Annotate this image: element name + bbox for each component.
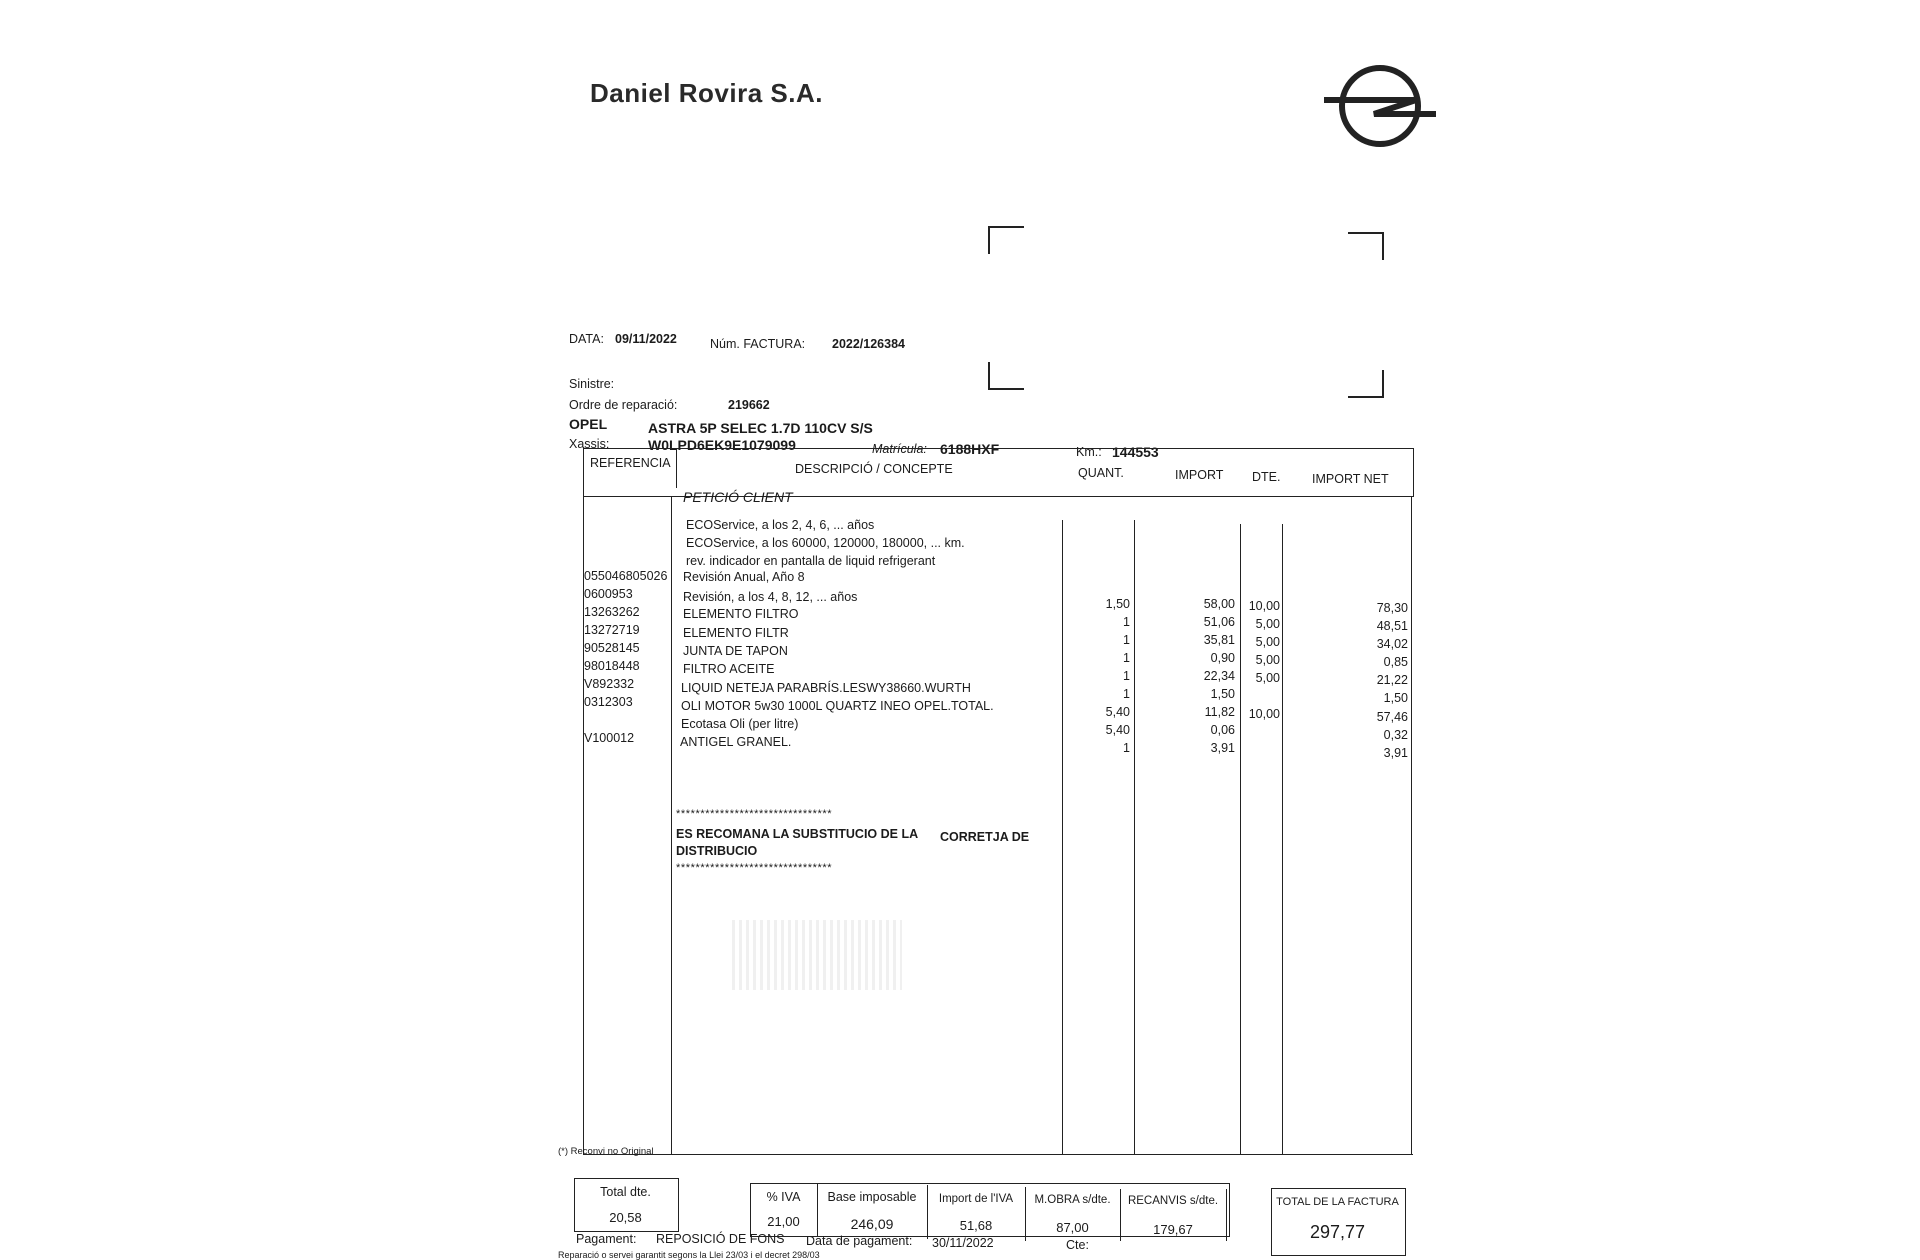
item-net: 57,46 [1376, 710, 1408, 724]
item-net: 21,22 [1376, 673, 1408, 687]
parts-value: 179,67 [1153, 1222, 1193, 1237]
item-desc: Revisión, a los 4, 8, 12, ... años [683, 590, 858, 604]
item-desc: FILTRO ACEITE [683, 662, 775, 676]
invoice-number-value: 2022/126384 [832, 337, 905, 351]
payment-date-label: Data de pagament: [806, 1234, 913, 1248]
table-bottom-border [583, 1154, 1413, 1155]
col-header-import: IMPORT [1175, 468, 1224, 482]
address-window-corner [988, 362, 1024, 390]
item-ref: V892332 [584, 677, 635, 691]
item-net: 34,02 [1376, 637, 1408, 651]
item-ref: 055046805026 [584, 569, 668, 583]
item-qty: 5,40 [1105, 705, 1130, 719]
item-desc: LIQUID NETEJA PARABRÍS.LESWY38660.WURTH [681, 681, 971, 695]
item-ref: 0312303 [584, 695, 633, 709]
item-dte: 5,00 [1255, 653, 1280, 667]
item-dte: 10,00 [1248, 707, 1280, 721]
total-discount-label: Total dte. [600, 1185, 651, 1199]
repair-order-value: 219662 [728, 398, 770, 412]
opel-logo-icon [1320, 56, 1440, 156]
section-title: PETICIÓ CLIENT [683, 489, 793, 505]
note-line: rev. indicador en pantalla de liquid refrigerant [686, 554, 936, 568]
item-import: 22,34 [1203, 669, 1235, 683]
taxable-base-label: Base imposable [827, 1190, 917, 1204]
invoice-page [540, 20, 1420, 1260]
sinistre-label: Sinistre: [569, 377, 615, 391]
item-dte: 5,00 [1255, 671, 1280, 685]
legal-text: Reparació o servei garantit segons la Llei 23/03 i el decret 298/03 [558, 1250, 820, 1260]
note-line: ECOService, a los 2, 4, 6, ... años [686, 518, 875, 532]
plate-label: Matrícula: [872, 442, 927, 456]
address-window-corner [1348, 232, 1384, 260]
item-ref: 13263262 [584, 605, 640, 619]
separator-stars: ******************************** [676, 808, 833, 820]
labour-label: M.OBRA s/dte. [1034, 1194, 1111, 1206]
labour-value: 87,00 [1056, 1220, 1089, 1235]
item-import: 35,81 [1203, 633, 1235, 647]
iva-amount-value: 51,68 [959, 1218, 993, 1233]
column-divider [676, 448, 677, 488]
payment-method: REPOSICIÓ DE FONS [656, 1232, 785, 1246]
item-net: 3,91 [1383, 746, 1408, 760]
recommendation-text: CORRETJA DE [940, 830, 1030, 844]
taxable-base-value: 246,09 [850, 1216, 894, 1232]
date-value: 09/11/2022 [615, 332, 677, 346]
payment-label: Pagament: [576, 1232, 637, 1246]
item-net: 0,85 [1383, 655, 1408, 669]
item-qty: 1 [1123, 633, 1130, 647]
km-value: 144553 [1112, 444, 1159, 460]
note-line: ECOService, a los 60000, 120000, 180000, ... km. [686, 536, 965, 550]
item-dte: 10,00 [1248, 599, 1280, 613]
invoice-total-value: 297,77 [1309, 1222, 1366, 1242]
chassis-label: Xassis: [569, 437, 610, 451]
col-header-import-net: IMPORT NET [1312, 472, 1389, 486]
item-ref: 13272719 [584, 623, 640, 637]
vehicle-model: ASTRA 5P SELEC 1.7D 110CV S/S [648, 420, 873, 436]
separator-stars: ******************************** [676, 862, 833, 874]
recommendation-text: DISTRIBUCIO [676, 844, 758, 858]
item-import: 0,90 [1210, 651, 1235, 665]
item-desc: Ecotasa Oli (per litre) [681, 717, 799, 731]
address-window-corner [1348, 370, 1384, 398]
item-qty: 5,40 [1105, 723, 1130, 737]
company-name: Daniel Rovira S.A. [590, 78, 823, 108]
plate-value: 6188HXF [940, 441, 1000, 457]
col-header-quant: QUANT. [1078, 466, 1124, 480]
item-net: 48,51 [1376, 619, 1408, 633]
item-net: 78,30 [1376, 601, 1408, 615]
col-header-dte: DTE. [1252, 470, 1281, 484]
footnote: (*) Reconvi no Original [558, 1146, 654, 1157]
item-import: 0,06 [1210, 723, 1235, 737]
col-header-referencia: REFERENCIA [590, 456, 671, 470]
total-discount-value: 20,58 [609, 1210, 642, 1225]
payment-date-value: 30/11/2022 [932, 1236, 994, 1250]
item-qty: 1 [1123, 651, 1130, 665]
invoice-total-label: TOTAL DE LA FACTURA [1276, 1196, 1399, 1208]
item-qty: 1,50 [1105, 597, 1130, 611]
item-ref: V100012 [584, 731, 635, 745]
col-header-descripcio: DESCRIPCIÓ / CONCEPTE [795, 462, 953, 476]
iva-percent-value: 21,00 [767, 1214, 800, 1229]
item-import: 3,91 [1210, 741, 1235, 755]
iva-amount-label: Import de l'IVA [938, 1193, 1014, 1205]
item-net: 1,50 [1383, 691, 1408, 705]
item-import: 58,00 [1203, 597, 1235, 611]
chassis-value: W0LPD6EK9E1079099 [648, 437, 796, 453]
repair-order-label: Ordre de reparació: [569, 398, 678, 412]
column-divider [1134, 520, 1135, 1154]
item-qty: 1 [1123, 669, 1130, 683]
address-window-corner [988, 226, 1024, 254]
item-desc: ANTIGEL GRANEL. [680, 735, 792, 749]
item-desc: JUNTA DE TAPON [683, 644, 788, 658]
item-qty: 1 [1123, 741, 1130, 755]
column-divider [1282, 524, 1283, 1154]
item-import: 51,06 [1203, 615, 1235, 629]
item-ref: 90528145 [584, 641, 640, 655]
item-ref: 0600953 [584, 587, 633, 601]
item-ref: 98018448 [584, 659, 640, 673]
item-desc: ELEMENTO FILTRO [683, 607, 799, 621]
item-import: 11,82 [1204, 705, 1235, 719]
date-label: DATA: [569, 332, 604, 346]
customer-label: Cte: [1066, 1238, 1089, 1252]
vehicle-make: OPEL [569, 416, 608, 432]
faded-stamp [732, 920, 902, 990]
iva-percent-label: % IVA [766, 1190, 801, 1204]
km-label: Km.: [1076, 445, 1102, 459]
column-divider [1062, 520, 1063, 1154]
column-divider [671, 496, 672, 1154]
recommendation-text: ES RECOMANA LA SUBSTITUCIO DE LA [676, 827, 919, 841]
item-qty: 1 [1123, 615, 1130, 629]
item-desc: ELEMENTO FILTR [683, 626, 789, 640]
item-desc: Revisión Anual, Año 8 [683, 570, 805, 584]
item-net: 0,32 [1383, 728, 1408, 742]
item-qty: 1 [1123, 687, 1130, 701]
parts-label: RECANVIS s/dte. [1127, 1195, 1219, 1207]
item-desc: OLI MOTOR 5w30 1000L QUARTZ INEO OPEL.TOTAL. [681, 699, 994, 713]
item-import: 1,50 [1210, 687, 1235, 701]
invoice-number-label: Núm. FACTURA: [710, 337, 806, 351]
item-dte: 5,00 [1255, 617, 1280, 631]
table-right-border [1411, 496, 1412, 1154]
tax-summary-divider [1226, 1189, 1227, 1241]
item-dte: 5,00 [1255, 635, 1280, 649]
